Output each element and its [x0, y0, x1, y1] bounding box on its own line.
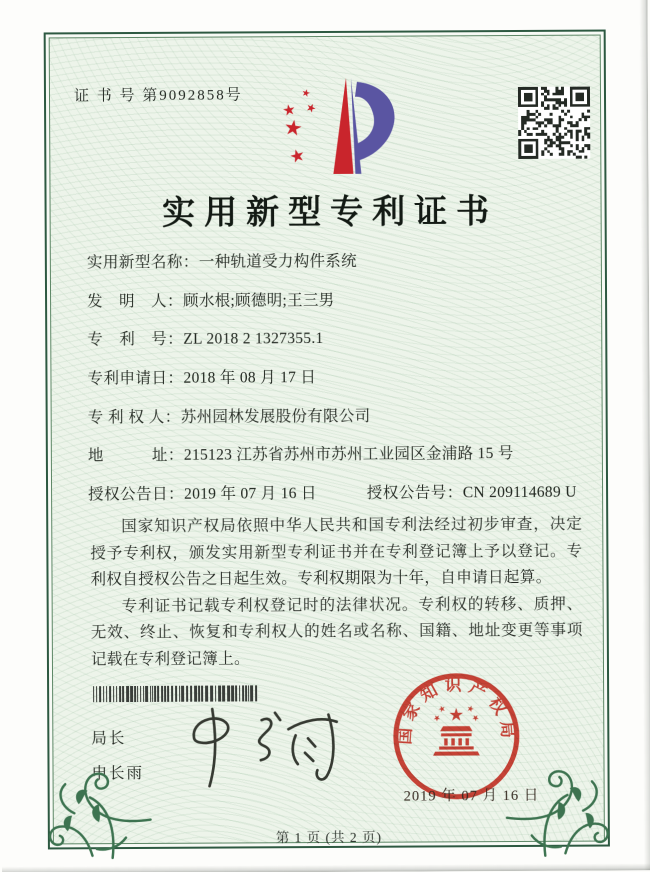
field-label: 发 明 人： — [87, 292, 184, 310]
seal-text: 国家知识产权局 — [395, 675, 518, 746]
barcode-bar — [145, 686, 148, 702]
field-value: ZL 2018 2 1327355.1 — [183, 330, 324, 349]
cnipa-logo-icon — [260, 77, 397, 186]
barcode-bar — [235, 685, 237, 701]
field-value: 一种轨道受力构件系统 — [198, 252, 357, 271]
certificate-frame — [44, 30, 610, 850]
barcode-bar — [96, 686, 97, 702]
signer-name: 申长雨 — [91, 764, 145, 783]
barcode-bar — [190, 686, 192, 702]
barcode-bar — [119, 686, 121, 702]
field-value: CN 209114689 U — [462, 483, 577, 502]
barcode-bar — [171, 686, 173, 702]
field-row-address — [88, 441, 588, 482]
barcode-bar — [242, 685, 244, 701]
barcode-bar — [194, 686, 197, 702]
field-value: 苏州园林发展股份有限公司 — [180, 407, 371, 426]
barcode-bar — [93, 686, 94, 702]
barcode-bar — [103, 686, 104, 702]
barcode-bar — [250, 685, 253, 701]
barcode-bar — [205, 686, 208, 702]
field-label: 专 利 权 人： — [87, 408, 181, 426]
barcode-bar — [106, 686, 107, 702]
signature-script-icon — [173, 701, 358, 794]
barcode-bar — [150, 686, 151, 702]
barcode-bar — [130, 686, 133, 702]
field-label: 地 址： — [87, 447, 184, 465]
field-label: 专利申请日： — [87, 369, 184, 388]
field-row-name — [87, 248, 587, 289]
field-row-patent-no — [87, 325, 587, 366]
barcode-bar — [186, 686, 188, 702]
field-row-filing-date — [87, 364, 587, 405]
barcode-bar — [167, 686, 169, 702]
barcode-bar — [134, 686, 136, 702]
barcode-bar — [215, 686, 216, 702]
barcode-bar — [239, 685, 240, 701]
barcode-bar — [137, 686, 138, 702]
barcode-bar — [179, 686, 180, 702]
field-list — [87, 248, 588, 521]
page-indicator: 第 1 页 (共 2 页) — [275, 829, 383, 846]
barcode-bar — [245, 685, 247, 701]
legal-paragraph-1: 国家知识产权局依照中华人民共和国专利法经过初步审查，决定授予专利权，颁发实用新型专利证书并在专利登记簿上予以登记。专利权自授权公告之日起生效。专利权期限为十年，自申请日起算。 — [90, 515, 583, 589]
field-label: 授权公告号： — [366, 484, 463, 502]
barcode-bar — [227, 685, 230, 701]
scan-edge-shadow-bottom — [2, 863, 650, 872]
barcode-bar — [99, 686, 101, 702]
legal-text — [90, 512, 583, 674]
barcode-bar — [143, 686, 144, 702]
barcode-bar — [113, 686, 114, 702]
barcode-bar — [218, 686, 221, 702]
barcode-bar — [116, 686, 117, 702]
field-label: 授权公告日： — [88, 485, 185, 504]
barcode-bar — [161, 686, 163, 702]
legal-paragraph-2: 专利证书记载专利权登记时的法律状况。专利权的转移、质押、无效、终止、恢复和专利权人的姓名或名称、国籍、地址变更等事项记载在专利登记簿上。 — [90, 595, 583, 669]
field-row-inventors — [87, 286, 587, 327]
qr-code — [518, 87, 590, 159]
barcode-bar — [164, 686, 166, 702]
scan-edge-shadow-right — [639, 0, 650, 870]
field-value: 215123 江苏省苏州市苏州工业园区金浦路 15 号 — [183, 445, 514, 465]
corner-ornament-icon — [40, 748, 153, 861]
barcode-bar — [248, 685, 249, 701]
field-value: 顾水根;顾德明;王三男 — [183, 291, 335, 310]
barcode-bar — [201, 686, 203, 702]
field-row-patentee — [88, 402, 588, 443]
certificate-number: 证 书 号 第9092858号 — [73, 87, 243, 105]
barcode-bar — [175, 686, 177, 702]
barcode-bar — [157, 686, 159, 702]
signer-title: 局长 — [91, 730, 127, 748]
certificate-title: 实用新型专利证书 — [162, 194, 499, 232]
barcode — [93, 685, 259, 702]
certificate-body — [49, 35, 605, 845]
barcode-bar — [126, 686, 129, 702]
barcode-bar — [210, 686, 213, 702]
field-label: 实用新型名称： — [86, 253, 199, 272]
barcode-bar — [154, 686, 156, 702]
barcode-bar — [198, 686, 200, 702]
barcode-bar — [181, 686, 184, 702]
cnipa-seal-icon — [392, 672, 521, 801]
field-value: 2019 年 07 月 16 日 — [184, 485, 317, 503]
barcode-bar — [109, 686, 111, 702]
barcode-bar — [122, 686, 124, 702]
barcode-bar — [255, 685, 257, 701]
field-value: 2018 年 08 月 17 日 — [183, 369, 317, 387]
barcode-bar — [140, 686, 141, 702]
barcode-bar — [231, 685, 234, 701]
field-label: 专 利 号： — [87, 331, 184, 349]
seal-date: 2019 年 07 月 16 日 — [403, 787, 540, 805]
barcode-bar — [152, 686, 153, 702]
barcode-bar — [222, 686, 225, 702]
